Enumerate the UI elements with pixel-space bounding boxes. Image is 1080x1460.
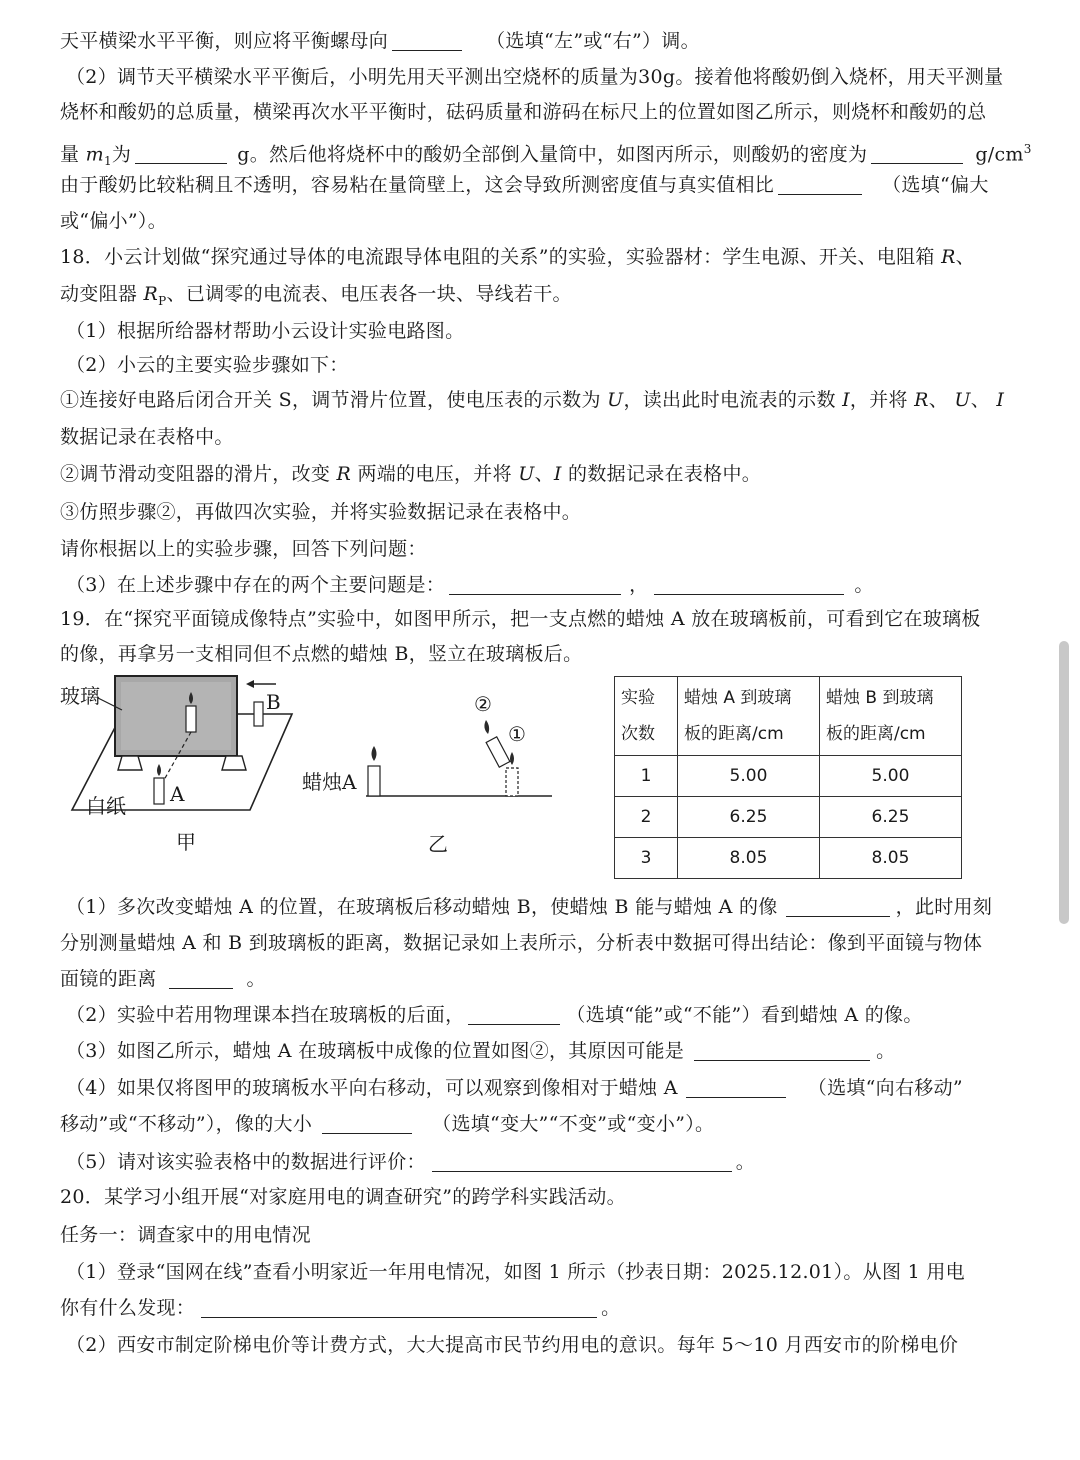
text-span: 、已调零的电流表、电压表各一块、导线若干。 bbox=[166, 283, 572, 305]
text-span: 你有什么发现： bbox=[60, 1297, 196, 1319]
answer-blank[interactable] bbox=[322, 1113, 412, 1134]
text-span: ，此时用刻 bbox=[895, 896, 993, 918]
table-cell: 8.05 bbox=[819, 838, 961, 879]
text-line bbox=[66, 572, 874, 598]
text-span: 19．在“探究平面镜成像特点”实验中，如图甲所示，把一支点燃的蜡烛 A 放在玻璃板前，可看到它在玻璃板 bbox=[60, 608, 981, 630]
subscript: P bbox=[158, 293, 167, 308]
text-span: 分别测量蜡烛 A 和 B 到玻璃板的距离，数据记录如上表所示，分析表中数据可得出结论：像到平面镜与物体 bbox=[60, 932, 983, 954]
text-line bbox=[66, 64, 1003, 90]
text-span: 移动”或“不移动”），像的大小 bbox=[60, 1113, 313, 1135]
text-span: ， bbox=[629, 574, 649, 596]
answer-blank[interactable] bbox=[686, 1077, 786, 1098]
table-row bbox=[615, 756, 962, 797]
text-line bbox=[66, 1075, 963, 1101]
header-line: 蜡烛 A 到玻璃 bbox=[684, 688, 792, 708]
candle-image bbox=[186, 706, 196, 732]
candle-b-label: B bbox=[266, 690, 281, 714]
text-span: 20．某学习小组开展“对家庭用电的调查研究”的跨学科实践活动。 bbox=[60, 1186, 626, 1208]
var-r: R bbox=[336, 463, 352, 485]
var-i: I bbox=[996, 389, 1005, 411]
candle-a bbox=[368, 766, 380, 796]
table-row bbox=[615, 838, 962, 879]
image1-flame-icon bbox=[510, 752, 514, 765]
answer-blank[interactable] bbox=[135, 143, 227, 164]
answer-blank[interactable] bbox=[786, 896, 890, 917]
var-i: I bbox=[842, 389, 850, 411]
text-line bbox=[66, 1038, 895, 1064]
var-u: U bbox=[607, 389, 624, 411]
text-line bbox=[60, 387, 1004, 413]
header-line: 实验 bbox=[621, 688, 655, 708]
text-line bbox=[60, 28, 700, 54]
arrow-left-icon bbox=[246, 680, 254, 688]
table-cell: 5.00 bbox=[678, 756, 820, 797]
var-u: U bbox=[954, 389, 971, 411]
text-span: 。 bbox=[601, 1297, 621, 1319]
header-line: 蜡烛 B 到玻璃 bbox=[825, 688, 934, 708]
text-span: g。然后他将烧杯中的酸奶全部倒入量筒中，如图丙所示，则酸奶的密度为 bbox=[237, 143, 868, 166]
text-span: （选填“向右移动” bbox=[807, 1077, 963, 1099]
text-span: 、 bbox=[955, 246, 975, 268]
glass-label: 玻璃 bbox=[60, 684, 100, 708]
answer-blank[interactable] bbox=[432, 1151, 732, 1172]
table-header-row bbox=[615, 677, 962, 756]
text-span: ②调节滑动变阻器的滑片，改变 bbox=[60, 463, 331, 485]
var-r: R bbox=[941, 246, 956, 268]
superscript: 3 bbox=[1023, 142, 1032, 156]
text-line bbox=[60, 1222, 311, 1248]
scrollbar-thumb[interactable] bbox=[1059, 641, 1069, 924]
text-line bbox=[60, 1295, 620, 1321]
text-line bbox=[60, 641, 582, 667]
header-cell bbox=[819, 677, 961, 756]
text-span: 、 bbox=[928, 389, 949, 411]
candle-a-flame-icon bbox=[372, 746, 377, 761]
text-span: （2）调节天平横梁水平平衡后，小明先用天平测出空烧杯的质量为30g。接着他将酸奶倒入烧杯，用天平测量 bbox=[66, 66, 1004, 88]
var-i: I bbox=[553, 463, 562, 485]
candle-a-label: A bbox=[170, 782, 185, 806]
text-line bbox=[60, 424, 234, 450]
image-mark-2: ② bbox=[474, 692, 492, 716]
answer-blank[interactable] bbox=[169, 968, 233, 989]
text-line bbox=[60, 208, 167, 234]
answer-blank[interactable] bbox=[449, 574, 621, 595]
text-span: （3）如图乙所示，蜡烛 A 在玻璃板中成像的位置如图②，其原因可能是 bbox=[66, 1040, 685, 1062]
text-span: 18．小云计划做“探究通过导体的电流跟导体电阻的关系”的实验，实验器材：学生电源、开关、电阻箱 bbox=[60, 246, 935, 268]
text-span: 量 bbox=[60, 143, 80, 166]
text-span: 面镜的距离 bbox=[60, 968, 157, 990]
text-span: 任务一：调查家中的用电情况 bbox=[60, 1224, 311, 1246]
glass-stand-left bbox=[118, 756, 142, 770]
text-span: ③仿照步骤②，再做四次实验，并将实验数据记录在表格中。 bbox=[60, 501, 582, 523]
text-line bbox=[60, 461, 761, 487]
header-line: 板的距离/cm bbox=[825, 724, 926, 744]
text-span: （5）请对该实验表格中的数据进行评价： bbox=[66, 1151, 426, 1173]
text-span: （选填“能”或“不能”）看到蜡烛 A 的像。 bbox=[566, 1004, 923, 1026]
figure-caption-jia: 甲 bbox=[176, 830, 196, 854]
text-span: ①连接好电路后闭合开关 S，调节滑片位置，使电压表的示数为 bbox=[60, 389, 601, 411]
text-line bbox=[60, 499, 581, 525]
text-line bbox=[60, 99, 986, 125]
text-span: （3）在上述步骤中存在的两个主要问题是： bbox=[66, 574, 446, 596]
glass-stand-right bbox=[222, 756, 246, 770]
text-line bbox=[66, 1332, 958, 1358]
candle-image-2 bbox=[486, 737, 510, 767]
answer-blank[interactable] bbox=[201, 1297, 597, 1318]
text-span: 请你根据以上的实验步骤，回答下列问题： bbox=[60, 538, 427, 560]
text-line bbox=[60, 966, 266, 992]
header-cell bbox=[678, 677, 820, 756]
experiment-data-table bbox=[614, 676, 962, 879]
text-line bbox=[66, 318, 464, 344]
answer-blank[interactable] bbox=[392, 30, 462, 51]
unit: g/cm bbox=[975, 143, 1024, 166]
text-line bbox=[60, 930, 982, 956]
candle-a-flame-icon bbox=[157, 764, 161, 776]
text-line bbox=[66, 352, 349, 378]
text-span: （2）小云的主要实验步骤如下： bbox=[66, 354, 349, 376]
answer-blank[interactable] bbox=[468, 1004, 560, 1025]
image2-flame-icon bbox=[484, 720, 489, 734]
table-cell: 6.25 bbox=[819, 797, 961, 838]
text-span: 。 bbox=[246, 968, 266, 990]
text-span: 烧杯和酸奶的总质量，横梁再次水平平衡时，砝码质量和游码在标尺上的位置如图乙所示，则烧杯和酸奶的总 bbox=[60, 101, 987, 123]
var-u: U bbox=[518, 463, 535, 485]
text-span: 为 bbox=[111, 143, 132, 166]
answer-blank[interactable] bbox=[871, 143, 963, 164]
table-cell: 5.00 bbox=[819, 756, 961, 797]
answer-blank[interactable] bbox=[694, 1040, 870, 1061]
table-cell: 6.25 bbox=[678, 797, 820, 838]
text-span: 或“偏小”）。 bbox=[60, 210, 168, 232]
table-cell: 2 bbox=[615, 797, 678, 838]
text-span: 由于酸奶比较粘稠且不透明，容易粘在量筒壁上，这会导致所测密度值与真实值相比 bbox=[60, 174, 775, 196]
text-span: ，并将 bbox=[849, 389, 908, 411]
text-span: （2）实验中若用物理课本挡在玻璃板的后面， bbox=[66, 1004, 465, 1026]
text-line bbox=[60, 281, 572, 314]
text-span: 的像，再拿另一支相同但不点燃的蜡烛 B，竖立在玻璃板后。 bbox=[60, 643, 583, 665]
text-span: 的数据记录在表格中。 bbox=[568, 463, 762, 485]
var-r: R bbox=[914, 389, 929, 411]
text-span: （1）根据所给器材帮助小云设计实验电路图。 bbox=[66, 320, 465, 342]
table-cell: 3 bbox=[615, 838, 678, 879]
paper-label: 白纸 bbox=[86, 794, 126, 818]
text-line bbox=[66, 1002, 923, 1028]
text-span: （选填“变大”“不变”或“变小”）。 bbox=[432, 1113, 715, 1135]
text-span: 、 bbox=[534, 463, 554, 485]
text-span: （4）如果仅将图甲的玻璃板水平向右移动，可以观察到像相对于蜡烛 A bbox=[66, 1077, 678, 1099]
text-span: 。 bbox=[876, 1040, 896, 1062]
text-span: 。 bbox=[854, 574, 874, 596]
glass-inner bbox=[121, 682, 231, 750]
text-span: ，读出此时电流表的示数 bbox=[623, 389, 836, 411]
text-span: 动变阻器 bbox=[60, 283, 138, 305]
header-line: 次数 bbox=[621, 724, 655, 744]
text-span: 天平横梁水平平衡，则应将平衡螺母向 bbox=[60, 30, 389, 52]
candle-a-label: 蜡烛A bbox=[302, 770, 357, 794]
candle-image-1 bbox=[506, 768, 518, 796]
text-line bbox=[60, 1111, 714, 1137]
text-span: 两端的电压，并将 bbox=[357, 463, 512, 485]
text-line bbox=[60, 606, 981, 632]
text-line bbox=[60, 136, 1032, 174]
text-line bbox=[66, 894, 992, 920]
table-cell: 8.05 bbox=[678, 838, 820, 879]
var-m: m bbox=[85, 143, 104, 166]
text-line bbox=[60, 244, 975, 270]
subscript: 1 bbox=[103, 154, 112, 169]
answer-blank[interactable] bbox=[654, 574, 844, 595]
candle-b bbox=[254, 702, 263, 726]
figure-caption-yi: 乙 bbox=[428, 832, 448, 856]
text-line bbox=[60, 1184, 626, 1210]
text-span: （2）西安市制定阶梯电价等计费方式，大大提高市民节约用电的意识。每年 5～10 月西安市的阶梯电价 bbox=[66, 1334, 959, 1356]
table-cell: 1 bbox=[615, 756, 678, 797]
text-line bbox=[66, 1149, 755, 1175]
header-cell bbox=[615, 677, 678, 756]
text-line bbox=[66, 1259, 965, 1285]
text-span: （1）多次改变蜡烛 A 的位置，在玻璃板后移动蜡烛 B，使蜡烛 B 能与蜡烛 A 的像 bbox=[66, 896, 778, 918]
var-rp: R bbox=[143, 283, 159, 305]
text-span: （选填“偏大 bbox=[882, 174, 989, 196]
text-span: 、 bbox=[970, 389, 991, 411]
header-line: 板的距离/cm bbox=[684, 724, 784, 744]
text-line bbox=[60, 172, 989, 198]
answer-blank[interactable] bbox=[778, 174, 862, 195]
candle-a bbox=[154, 778, 164, 804]
text-line bbox=[60, 536, 427, 562]
image-mark-1: ① bbox=[508, 722, 526, 746]
text-span: 数据记录在表格中。 bbox=[60, 426, 234, 448]
table-row bbox=[615, 797, 962, 838]
text-span: （1）登录“国网在线”查看小明家近一年用电情况，如图 1 所示（抄表日期：2025.12.01）。从图 1 用电 bbox=[66, 1261, 965, 1283]
text-span: （选填“左”或“右”）调。 bbox=[486, 30, 700, 52]
text-span: 。 bbox=[735, 1151, 756, 1173]
